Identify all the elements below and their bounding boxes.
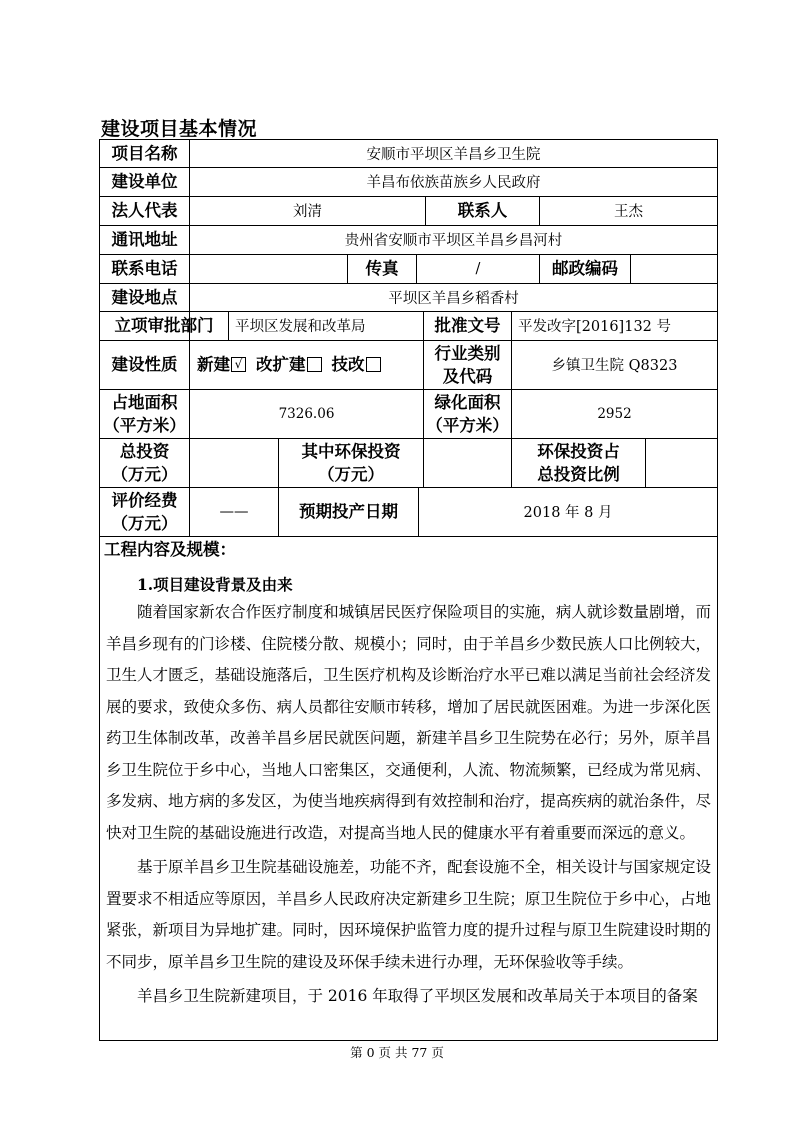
eval-fee-label-line2: （万元） [111,513,178,533]
content-body [106,597,711,1013]
eval-fee-label-line1: 评价经费 [111,490,178,510]
nature-new-text: 新建 [197,355,230,374]
phone-label: 联系电话 [111,259,178,278]
green-area-label-line1: 绿化面积 [434,392,501,412]
paragraph: 基于原羊昌乡卫生院基础设施差，功能不齐，配套设施不全，相关设计与国家规定设置要求不相适应等原因，羊昌乡人民政府决定新建乡卫生院；原卫生院位于乡中心，占地紧张，新项目为异地扩建。同时，因环境保护监管力度的提升过程与原卫生院建设时期的不同步，原羊昌乡卫生院的建设及环保手续未进行办理，无环保验收等手续。 [106,858,711,971]
land-area-label-line1: 占地面积 [111,392,178,412]
total-invest-label [100,438,189,487]
content-subheading: 1.项目建设背景及由来 [137,575,293,594]
env-ratio-label-line1: 环保投资占 [537,441,620,461]
eval-fee-value: —— [219,503,249,520]
nature-renovate-text: 技改 [331,355,365,374]
nature-label: 建设性质 [111,355,178,374]
total-invest-label-line1: 总投资 [119,441,170,461]
nature-options [190,340,423,389]
approval-dept-value: 平坝区发展和改革局 [235,319,366,335]
total-invest-value [190,438,278,487]
nature-new-checkbox[interactable]: √ [231,357,246,372]
nature-renovate-checkbox[interactable] [366,357,381,372]
address-value: 贵州省安顺市平坝区羊昌乡昌河村 [344,233,563,249]
env-invest-value [424,438,511,487]
phone-value [190,254,347,283]
env-ratio-label [512,438,645,487]
industry-label-line1: 行业类别 [434,343,501,363]
project-name-value: 安顺市平坝区羊昌乡卫生院 [366,146,541,163]
land-area-value: 7326.06 [278,405,335,422]
land-area-label [100,389,189,438]
nature-expand-text: 改扩建 [256,355,306,374]
project-name-label: 项目名称 [111,143,178,163]
legal-rep-value: 刘清 [293,204,322,220]
legal-rep-label: 法人代表 [111,201,178,220]
env-invest-label [279,438,423,487]
industry-value: 乡镇卫生院 Q8323 [551,358,678,374]
approval-no-label: 批准文号 [434,316,501,335]
production-date-label: 预期投产日期 [299,502,398,521]
site-value: 平坝区羊昌乡稻香村 [388,290,519,307]
production-date-value: 2018 年 8 月 [523,505,613,521]
industry-label-line2: 及代码 [442,366,493,386]
env-invest-label-line1: 其中环保投资 [301,441,401,461]
fax-label: 传真 [365,259,399,278]
page-title: 建设项目基本情况 [101,118,258,140]
paragraph: 羊昌乡卫生院新建项目，于 2016 年取得了平坝区发展和改革局关于本项目的备案 [137,987,698,1005]
env-ratio-label-line2: 总投资比例 [537,464,620,484]
postal-value [631,254,717,283]
eval-fee-label [100,487,189,536]
contact-person-label: 联系人 [457,201,508,220]
total-invest-label-line2: （万元） [111,464,178,484]
env-invest-label-line2: （万元） [318,464,384,484]
land-area-label-line2: （平方米） [103,415,186,435]
green-area-label [424,389,511,438]
construction-unit-value: 羊昌布依族苗族乡人民政府 [366,175,541,191]
fax-value: / [475,260,481,277]
construction-unit-label: 建设单位 [111,172,178,191]
site-label: 建设地点 [111,287,178,307]
env-ratio-value [646,438,717,487]
approval-dept-label: 立项审批部门 [114,316,214,335]
green-area-label-line2: （平方米） [426,415,509,435]
contact-person-value: 王杰 [614,204,643,220]
green-area-value: 2952 [597,405,632,422]
grid-line [99,536,718,537]
industry-label [424,340,511,389]
page-footer: 第 0 页 共 77 页 [350,1045,444,1060]
content-heading: 工程内容及规模： [104,540,236,559]
nature-expand-checkbox[interactable] [307,357,322,372]
postal-label: 邮政编码 [552,259,618,278]
paragraph: 随着国家新农合作医疗制度和城镇居民医疗保险项目的实施，病人就诊数量剧增，而羊昌乡现有的门诊楼、住院楼分散、规模小；同时，由于羊昌乡少数民族人口比例较大，卫生人才匮乏，基础设施落后，卫生医疗机构及诊断治疗水平已难以满足当前社会经济发展的要求，致使众多伤、病人员都往安顺市转移，增加了居民就医困难。为进一步深化医药卫生体制改革，改善羊昌乡居民就医问题，新建羊昌乡卫生院势在必行；另外，原羊昌乡卫生院位于乡中心，当地人口密集区，交通便利，人流、物流频繁，已经成为常见病、多发病、地方病的多发区，为使当地疾病得到有效控制和治疗，提高疾病的就治条件，尽快对卫生院的基础设施进行改造，对提高当地人民的健康水平有着重要而深远的意义。 [106,603,711,842]
address-label: 通讯地址 [111,230,178,249]
approval-no-value: 平发改字[2016]132 号 [518,319,672,335]
